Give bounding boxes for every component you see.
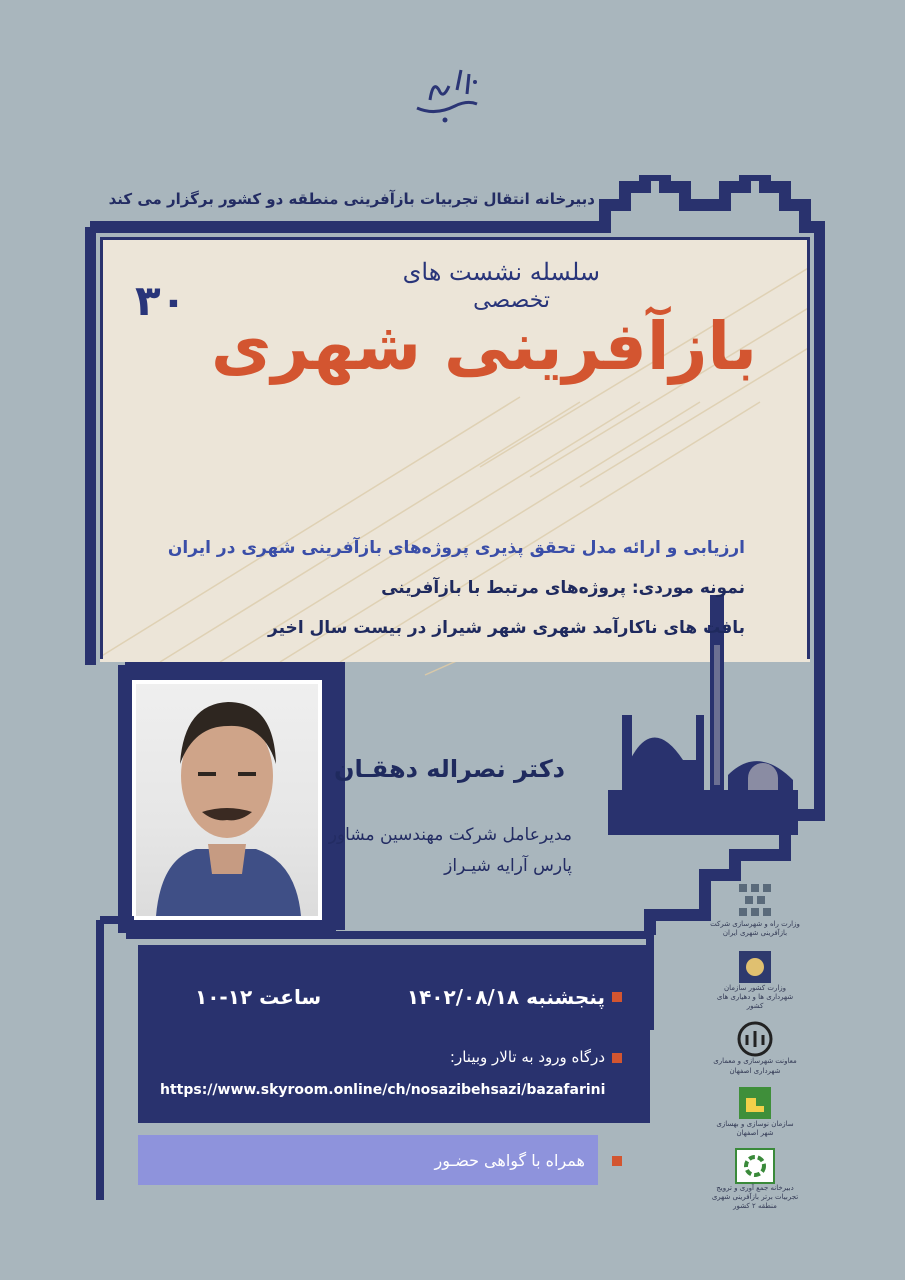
bismillah-calligraphy-icon — [405, 60, 495, 130]
bullet-icon — [612, 1053, 622, 1063]
logo-interior — [705, 950, 805, 1011]
renovation-org-logo-icon — [738, 1086, 772, 1120]
bullet-icon — [612, 992, 622, 1002]
topic-case-study: نمونه موردی: پروژه‌های مرتبط با بازآفرینی — [381, 578, 745, 598]
logo-renovation — [705, 1086, 805, 1138]
series-subtitle-1: سلسله نشست های — [402, 258, 600, 286]
series-subtitle-2: تخصصی — [473, 288, 550, 313]
isfahan-municipality-logo-icon — [737, 1021, 773, 1057]
ministry-grid-logo-icon — [735, 880, 775, 920]
ministry-interior-logo-icon — [738, 950, 772, 984]
logo-caption: سازمان نوسازی و بهسازی شهر اصفهان — [716, 1119, 794, 1137]
webinar-link[interactable]: https://www.skyroom.online/ch/nosazibehsazi/bazafarini — [160, 1082, 606, 1098]
speaker-role: مدیرعامل شرکت مهندسین مشاور — [328, 825, 572, 845]
event-time: ساعت ۱۲-۱۰ — [195, 985, 322, 1009]
event-date: پنجشنبه ۱۴۰۲/۰۸/۱۸ — [406, 985, 605, 1009]
bullet-icon — [612, 1156, 622, 1166]
topic-case-detail: بافت های ناکارآمد شهری شهر شیراز در بیست سال اخیر — [268, 618, 745, 638]
issue-number: ۳۰ — [135, 276, 187, 325]
logo-caption: معاونت شهرسازی و معماری شهرداری اصفهان — [713, 1057, 797, 1075]
topic-title: ارزیابی و ارائه مدل تحقق پذیری پروژه‌های بازآفرینی شهری در ایران — [167, 538, 745, 558]
speaker-company: پارس آرایه شیـراز — [444, 856, 572, 876]
logo-isfahan — [705, 1021, 805, 1075]
logo-caption: دبیرخانه جمع آوری و ترویج تجربیات برتر بازآفرینی شهری منطقه ۲ کشور — [711, 1183, 799, 1211]
logo-secretariat — [705, 1148, 805, 1211]
speaker-name: دکتر نصراله دهقـان — [333, 755, 565, 783]
logo-caption: وزارت کشور سازمان شهرداری ها و دهیاری های کشور — [716, 984, 794, 1011]
series-title: بازآفرینی شهری — [211, 308, 757, 385]
sponsor-logos — [705, 880, 805, 1211]
webinar-label: درگاه ورود به تالار وبینار: — [449, 1048, 605, 1066]
logo-ministry — [705, 880, 805, 938]
secretariat-logo-icon — [735, 1148, 775, 1184]
organizer-line: دبیرخانه انتقال تجربیات بازآفرینی منطقه دو کشور برگزار می کند — [108, 190, 595, 208]
certificate-note: همراه با گواهی حضـور — [434, 1151, 585, 1170]
logo-caption: وزارت راه و شهرسازی شرکت بازآفرینی شهری ایران — [710, 920, 800, 938]
